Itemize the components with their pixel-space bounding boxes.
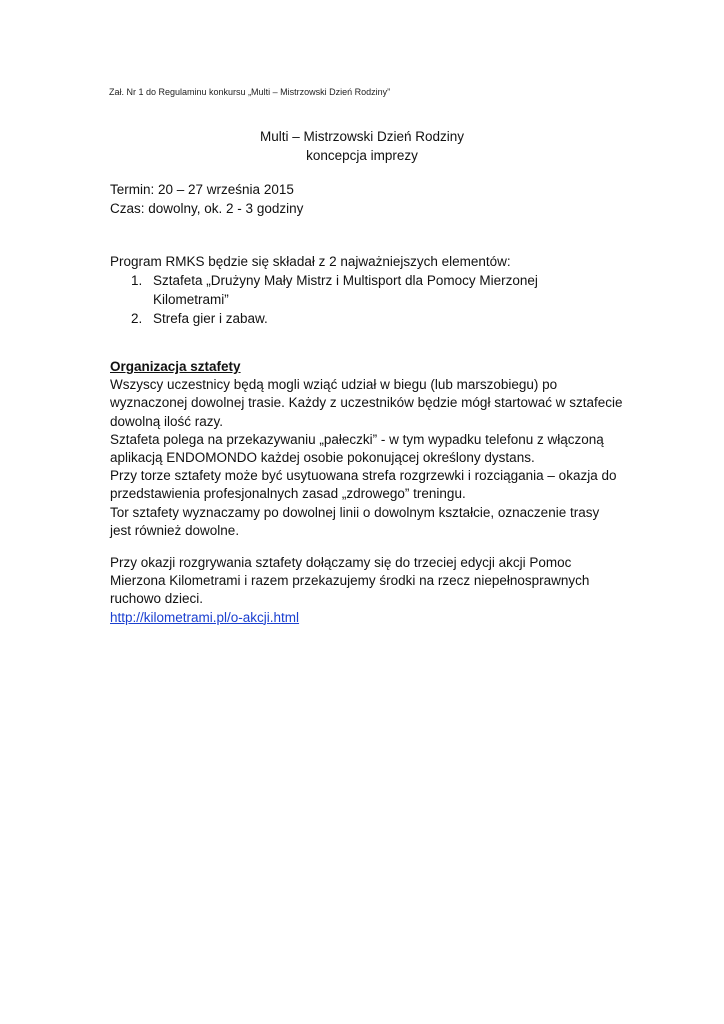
paragraph-line: Przy torze sztafety może być usytuowana strefa rozgrzewki i rozciągania – okazja do — [110, 468, 617, 484]
document-title: Multi – Mistrzowski Dzień Rodziny — [259, 129, 465, 144]
paragraph-line: ruchowo dzieci. — [110, 591, 204, 607]
title-block — [0, 127, 724, 165]
section-heading: Organizacja sztafety — [110, 359, 241, 374]
paragraph-line: Wszyscy uczestnicy będą mogli wziąć udział w biegu (lub marszobiegu) po — [110, 377, 558, 393]
list-item — [110, 271, 650, 309]
organization-section — [110, 358, 630, 540]
document-subtitle: koncepcja imprezy — [306, 148, 418, 163]
paragraph-line: jest również dowolne. — [110, 522, 240, 538]
paragraph-line: wyznaczonej dowolnej trasie. Każdy z uczestników będzie mógł startować w sztafecie — [110, 395, 623, 411]
program-intro: Program RMKS będzie się składał z 2 najważniejszych elementów: — [110, 254, 511, 269]
paragraph-line: Przy okazji rozgrywania sztafety dołączamy się do trzeciej edycji akcji Pomoc — [110, 555, 572, 570]
paragraph-line: Sztafeta polega na przekazywaniu „pałeczki” - w tym wypadku telefonu z włączoną — [110, 431, 604, 447]
paragraph-line: dowolną ilość razy. — [110, 413, 224, 429]
paragraph-line: Mierzona Kilometrami i razem przekazujemy środki na rzecz niepełnosprawnych — [110, 573, 590, 589]
program-section — [110, 252, 650, 328]
kilometrami-link[interactable]: http://kilometrami.pl/o-akcji.html — [110, 609, 300, 625]
paragraph-line: aplikacją ENDOMONDO każdej osobie pokonującej określony dystans. — [110, 450, 535, 466]
list-number: 2. — [131, 311, 143, 326]
list-number: 1. — [131, 273, 143, 288]
paragraph-line: przedstawienia profesjonalnych zasad „zdrowego” treningu. — [110, 486, 466, 502]
program-list — [110, 271, 650, 328]
event-duration: Czas: dowolny, ok. 2 - 3 godziny — [110, 201, 304, 216]
attachment-note: Zał. Nr 1 do Regulaminu konkursu „Multi – Mistrzowski Dzień Rodziny” — [109, 87, 391, 97]
list-item — [110, 309, 650, 328]
list-item-line: Kilometrami” — [153, 292, 229, 307]
paragraph-line: Tor sztafety wyznaczamy po dowolnej linii o dowolnym kształcie, oznaczenie trasy — [110, 504, 600, 520]
event-meta — [110, 180, 303, 218]
list-item-line: Strefa gier i zabaw. — [153, 311, 268, 326]
event-dates: Termin: 20 – 27 września 2015 — [110, 182, 294, 197]
closing-section — [110, 554, 610, 627]
list-item-line: Sztafeta „Drużyny Mały Mistrz i Multisport dla Pomocy Mierzonej — [153, 273, 538, 288]
